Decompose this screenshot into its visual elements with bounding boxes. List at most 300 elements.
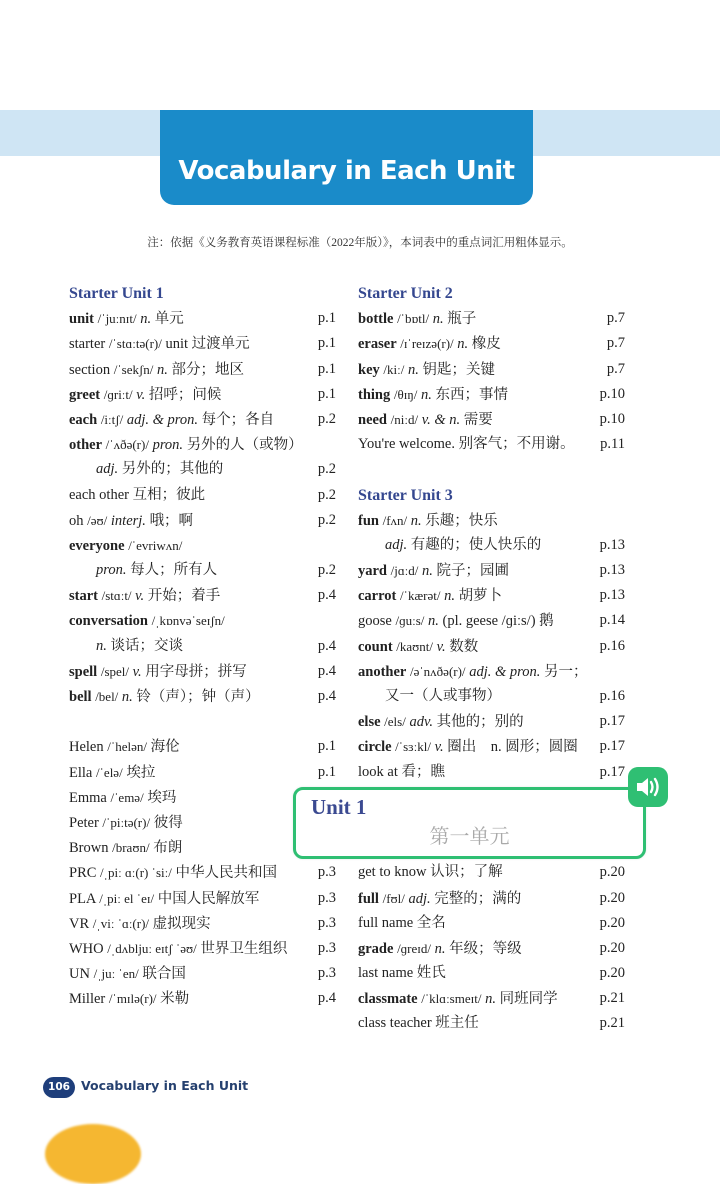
entry-text [358, 709, 595, 734]
phonetic: /kaʊnt/ [396, 638, 434, 654]
meaning: 另外的；其他的 [121, 461, 224, 478]
headword: else [358, 714, 381, 731]
entry-text [358, 911, 595, 936]
page-ref [306, 432, 336, 457]
meaning: 同班同学 [499, 991, 558, 1008]
vocab-entry [358, 1011, 625, 1036]
meaning: 互相；彼此 [132, 486, 206, 503]
phonetic: /ɡuːs/ [395, 613, 425, 629]
page-ref: p.2 [317, 486, 336, 503]
phonetic: /əˈnʌðə(r)/ [409, 663, 466, 679]
phonetic: /ˌviː ˈɑː(r)/ [92, 915, 150, 931]
entry-text [69, 583, 306, 608]
vocab-entry [69, 684, 336, 709]
part-of-speech: n. [121, 689, 133, 705]
page-ref: p.4 [317, 587, 336, 604]
entry-text [358, 583, 595, 608]
vocab-entry [358, 357, 625, 382]
part-of-speech: n. [428, 613, 439, 630]
page-ref: p.13 [599, 562, 625, 579]
vocab-entry [358, 860, 625, 885]
page-ref: p.20 [599, 889, 625, 906]
entry-text [358, 659, 595, 684]
part-of-speech: n. [422, 563, 433, 580]
phonetic: /fʊl/ [382, 890, 405, 906]
page-ref [595, 659, 625, 684]
part-of-speech: v. & n. [421, 411, 461, 428]
section-heading-text: Starter Unit 1 [69, 285, 164, 302]
entry-text [69, 331, 306, 356]
headword: goose [358, 613, 392, 630]
entry-text [358, 684, 595, 709]
part-of-speech: v. [436, 638, 446, 655]
phonetic: /spel/ [100, 663, 129, 679]
entry-text [69, 382, 306, 407]
entry-text [69, 936, 306, 961]
phonetic: /niːd/ [390, 411, 419, 427]
meaning: 世界卫生组织 [200, 940, 288, 957]
entry-text [69, 659, 306, 684]
entry-text [69, 432, 306, 457]
vocab-entry [358, 608, 625, 633]
phonetic: /jɑːd/ [390, 563, 419, 579]
page-ref [306, 533, 336, 558]
phonetic: /ˈhelən/ [107, 739, 147, 755]
vocab-entry [69, 357, 336, 382]
vocab-entry [358, 634, 625, 659]
phonetic: /ˈsekʃn/ [113, 361, 154, 377]
entry-text [358, 407, 595, 432]
part-of-speech: n. [457, 336, 469, 353]
phonetic: /ɡriːt/ [103, 386, 133, 402]
meaning: 有趣的；使人快乐的 [410, 536, 542, 553]
vocab-entry [358, 583, 625, 608]
page-ref: p.13 [599, 536, 625, 553]
page-ref: p.10 [599, 410, 625, 427]
headword: last name [358, 965, 414, 982]
part-of-speech: n. [157, 361, 168, 378]
entry-text [69, 886, 306, 911]
meaning: 招呼；问候 [148, 386, 222, 403]
meaning: 别客气；不用谢。 [458, 436, 575, 453]
vocab-entry [69, 911, 336, 936]
part-of-speech: n. [434, 940, 446, 957]
headword: need [358, 411, 387, 428]
vocab-entry [69, 407, 336, 432]
popup-unit-title: Unit 1 [311, 795, 367, 819]
entry-text [358, 608, 595, 633]
page-ref: p.4 [317, 990, 336, 1007]
entry-text [69, 734, 306, 759]
meaning: (pl. geese /ɡiːs/) 鹅 [442, 613, 554, 630]
note-text: 注：依据《义务教育英语课程标准（2022年版）》，本词表中的重点词汇用粗体显示。 [147, 237, 573, 249]
vocab-entry [69, 936, 336, 961]
phonetic: /ˈstɑːtə(r)/ [108, 336, 162, 352]
headword: other [69, 437, 103, 454]
entry-text [358, 860, 595, 885]
meaning: 又一（人或事物） [385, 688, 501, 704]
page-number-badge: 106 [43, 1077, 75, 1098]
entry-text [358, 508, 595, 533]
headword: full name [358, 914, 414, 931]
headword: circle [358, 739, 392, 756]
headword: fun [358, 512, 379, 529]
page-ref: p.3 [317, 864, 336, 881]
entry-text [358, 558, 595, 583]
page-ref: p.16 [599, 688, 625, 704]
part-of-speech: n. [140, 311, 152, 328]
entry-text [69, 911, 306, 936]
meaning: 看；瞧 [401, 763, 445, 780]
page-ref: p.1 [317, 385, 336, 402]
vocab-entry [69, 734, 336, 759]
vocab-entry [358, 684, 625, 709]
meaning: 中华人民共和国 [175, 865, 277, 882]
page-ref: p.17 [599, 713, 625, 730]
page-ref: p.1 [317, 310, 336, 327]
speaker-button[interactable] [628, 767, 668, 807]
entry-text [358, 886, 595, 911]
headword: start [69, 588, 98, 605]
entry-text [358, 357, 595, 382]
vocab-entry [69, 331, 336, 356]
part-of-speech: n. [421, 386, 432, 403]
meaning: 东西；事情 [435, 386, 508, 403]
phonetic: /əʊ/ [87, 512, 108, 528]
phonetic: /stɑːt/ [101, 588, 132, 604]
meaning: 联合国 [142, 966, 186, 983]
page-ref [595, 508, 625, 533]
headword: carrot [358, 588, 397, 605]
entry-text [358, 432, 595, 457]
vocab-entry [358, 331, 625, 356]
entry-text [69, 508, 306, 533]
headword: count [358, 638, 393, 655]
meaning: 每个；各自 [201, 411, 275, 428]
phonetic: /iːtʃ/ [100, 411, 124, 427]
vocab-entry [69, 608, 336, 633]
part-of-speech: adj. [408, 890, 431, 907]
page-ref: p.3 [317, 889, 336, 906]
page-ref: p.7 [606, 335, 625, 352]
entry-text [69, 457, 306, 482]
entry-text [69, 483, 306, 508]
headword: full [358, 890, 379, 907]
meaning: 彼得 [153, 814, 183, 831]
entry-text [358, 734, 595, 759]
page-ref: p.2 [317, 461, 336, 478]
headword: another [358, 663, 407, 680]
meaning: 瓶子 [447, 311, 477, 328]
part-of-speech: v. [434, 739, 444, 756]
part-of-speech: adj. & pron. [469, 663, 541, 680]
page-ref: p.4 [317, 637, 336, 654]
headword: unit [69, 311, 94, 328]
headword: everyone [69, 537, 125, 554]
vocab-entry [69, 457, 336, 482]
title-tab [160, 110, 533, 205]
headword: eraser [358, 336, 397, 353]
headword: PLA [69, 890, 96, 907]
vocab-column-right [358, 281, 625, 1037]
meaning: 哦；啊 [149, 512, 194, 529]
phonetic: /ˈemə/ [110, 789, 144, 805]
vocab-entry [69, 558, 336, 583]
meaning: 每人；所有人 [130, 562, 218, 579]
phonetic: /ˈbɒtl/ [397, 311, 430, 327]
page-ref: p.11 [600, 436, 625, 453]
section-heading-text: Starter Unit 3 [358, 486, 453, 504]
meaning: 认识；了解 [430, 864, 503, 881]
phonetic: /ˌpiː ɑː(r) ˈsiː/ [100, 865, 172, 881]
entry-text [69, 986, 306, 1011]
vocab-entry [358, 709, 625, 734]
entry-text [69, 760, 306, 785]
phonetic: /braʊn/ [112, 840, 150, 856]
section-heading [358, 281, 625, 306]
vocab-entry [358, 558, 625, 583]
phonetic: /ˌpiː el ˈeɪ/ [99, 890, 155, 906]
meaning: 海伦 [150, 739, 180, 756]
phonetic: /ˈelə/ [95, 764, 123, 780]
headword: You're welcome. [358, 436, 455, 453]
headword: thing [358, 386, 391, 403]
entry-text [358, 961, 595, 986]
page-title: Vocabulary in Each Unit [178, 156, 515, 186]
headword: Emma [69, 789, 107, 806]
page-ref: p.3 [317, 965, 336, 982]
vocab-entry [69, 583, 336, 608]
vocab-entry [358, 508, 625, 533]
part-of-speech: n. [407, 361, 419, 378]
entry-text [358, 331, 595, 356]
popup-unit-chinese: 第一单元 [429, 824, 510, 848]
page-ref: p.3 [317, 914, 336, 931]
vocab-entry [358, 961, 625, 986]
meaning: 埃拉 [126, 764, 156, 781]
headword: UN [69, 966, 90, 983]
meaning: 虚拟现实 [152, 915, 211, 932]
speaker-icon [635, 776, 661, 798]
phonetic: /ˈklɑːsmeɪt/ [421, 991, 482, 1007]
page-ref: p.2 [317, 562, 336, 579]
phonetic: /ˈʌðə(r)/ [105, 437, 149, 453]
entry-text [69, 558, 306, 583]
page-ref: p.3 [317, 939, 336, 956]
page-ref: p.7 [606, 360, 625, 377]
entry-text [69, 835, 306, 860]
entry-text [69, 860, 306, 885]
vocab-entry [358, 760, 625, 785]
vocab-entry [69, 483, 336, 508]
part-of-speech: adj. [96, 461, 119, 478]
vocab-entry [358, 407, 625, 432]
headword: WHO [69, 940, 104, 957]
vocab-entry [69, 986, 336, 1011]
page-ref [306, 608, 336, 633]
meaning: 米勒 [160, 991, 190, 1008]
part-of-speech: adj. & pron. [126, 411, 198, 428]
page-ref: p.7 [606, 310, 625, 327]
part-of-speech: pron. [152, 437, 184, 454]
meaning: 其他的；别的 [436, 714, 524, 731]
vocab-entry [358, 382, 625, 407]
part-of-speech: n. [432, 311, 444, 328]
phonetic: /ˌdʌbljuː eɪtʃ ˈəʊ/ [107, 940, 197, 956]
part-of-speech: pron. [96, 562, 127, 579]
vocab-entry [69, 533, 336, 558]
phonetic: /kiː/ [383, 361, 405, 377]
headword: key [358, 361, 380, 378]
part-of-speech: adv. [409, 714, 433, 731]
vocab-entry [358, 936, 625, 961]
part-of-speech: v. [132, 663, 142, 680]
phonetic: /ˈsɜːkl/ [395, 739, 431, 755]
meaning: 年级；等级 [449, 940, 522, 957]
vocab-entry [358, 986, 625, 1011]
headword: get to know [358, 864, 427, 881]
vocab-entry [358, 911, 625, 936]
meaning: 布朗 [153, 840, 183, 857]
headword: each [69, 411, 98, 428]
meaning: 中国人民解放军 [157, 890, 260, 907]
page-ref: p.4 [317, 662, 336, 679]
vocab-entry [69, 659, 336, 684]
headword: Miller [69, 991, 106, 1008]
headword: class teacher [358, 1015, 432, 1032]
headword: oh [69, 512, 84, 529]
phonetic: /θɪŋ/ [393, 386, 418, 402]
meaning: 埃玛 [147, 789, 177, 806]
page-ref: p.1 [317, 360, 336, 377]
headword: starter [69, 336, 106, 353]
phonetic: /ˈkærət/ [400, 588, 441, 604]
entry-text [69, 357, 306, 382]
entry-text [69, 785, 306, 810]
headword: Ella [69, 764, 93, 781]
page-ref: p.20 [599, 939, 625, 956]
page-ref: p.16 [599, 637, 625, 654]
vocab-entry [358, 533, 625, 558]
entry-text [358, 533, 595, 558]
section-heading-text: Starter Unit 2 [358, 285, 453, 302]
meaning: 姓氏 [416, 965, 446, 982]
phonetic: /ˈjuːnɪt/ [97, 311, 137, 327]
page-ref: p.17 [599, 763, 625, 780]
headword: Brown [69, 840, 109, 857]
meaning: 部分；地区 [171, 361, 245, 378]
page-ref: p.17 [599, 738, 625, 755]
vocab-entry [358, 886, 625, 911]
spacer [69, 709, 336, 734]
headword: each other [69, 486, 129, 503]
part-of-speech: v. [136, 386, 146, 403]
vocab-entry [358, 734, 625, 759]
part-of-speech: v. [135, 588, 145, 605]
entry-text [69, 810, 306, 835]
entry-text [358, 306, 595, 331]
phonetic: /ˌjuː ˈen/ [93, 966, 139, 982]
vocab-entry [69, 432, 336, 457]
entry-text [69, 634, 306, 659]
page-ref: p.20 [599, 965, 625, 982]
headword: section [69, 361, 111, 378]
meaning: 完整的；满的 [434, 890, 522, 907]
entry-text [358, 382, 595, 407]
headword: bell [69, 689, 92, 705]
meaning: 需要 [463, 411, 493, 428]
vocab-entry [69, 860, 336, 885]
vocab-column-left [69, 281, 336, 1011]
meaning: unit 过渡单元 [165, 336, 250, 353]
page-ref: p.2 [317, 511, 336, 528]
page-ref: p.21 [599, 1015, 625, 1032]
entry-text [358, 634, 595, 659]
vocab-entry [358, 432, 625, 457]
meaning: 数数 [449, 638, 479, 655]
page-ref: p.20 [599, 914, 625, 931]
headword: bottle [358, 311, 394, 328]
phonetic: /ˈevriwʌn/ [128, 537, 183, 553]
phonetic: /ˌkɒnvəˈseɪʃn/ [151, 613, 225, 629]
meaning: 用字母拼；拼写 [145, 663, 247, 680]
page-ref: p.2 [317, 410, 336, 427]
entry-text [358, 936, 595, 961]
vocab-entry [69, 634, 336, 659]
vocab-entry [358, 306, 625, 331]
part-of-speech: n. [96, 637, 107, 654]
headword: Peter [69, 814, 99, 831]
page-ref: p.1 [317, 738, 336, 755]
meaning: 院子；园圃 [436, 563, 509, 580]
meaning: 胡萝卜 [458, 588, 503, 605]
headword: greet [69, 386, 101, 403]
section-heading [69, 281, 336, 306]
entry-text [69, 533, 306, 558]
meaning: 班主任 [435, 1015, 479, 1032]
page-ref: p.21 [599, 990, 625, 1007]
part-of-speech: n. [444, 588, 455, 605]
section-heading [358, 483, 625, 508]
headword: PRC [69, 865, 97, 882]
meaning: 另外的人（或物） [186, 437, 303, 454]
headword: grade [358, 940, 394, 957]
vocab-entry [69, 508, 336, 533]
headword: classmate [358, 991, 418, 1008]
entry-text [69, 608, 306, 633]
vocab-entry [69, 961, 336, 986]
headword: Helen [69, 739, 104, 756]
entry-text [69, 684, 306, 709]
meaning: 全名 [416, 914, 446, 931]
entry-text [358, 1011, 595, 1036]
entry-text [69, 961, 306, 986]
headword: conversation [69, 613, 148, 630]
vocab-entry [69, 886, 336, 911]
phonetic: /fʌn/ [382, 512, 408, 528]
entry-text [358, 760, 595, 785]
meaning: 钥匙；关键 [422, 361, 495, 378]
meaning: 开始；着手 [147, 588, 221, 605]
headword: VR [69, 915, 90, 932]
page-ref: p.1 [317, 335, 336, 352]
unit-popup[interactable] [293, 787, 646, 859]
decorative-sun [45, 1124, 141, 1184]
headword: yard [358, 563, 387, 580]
page-ref: p.1 [317, 763, 336, 780]
phonetic: /ɪˈreɪzə(r)/ [400, 336, 454, 352]
vocab-entry [69, 382, 336, 407]
